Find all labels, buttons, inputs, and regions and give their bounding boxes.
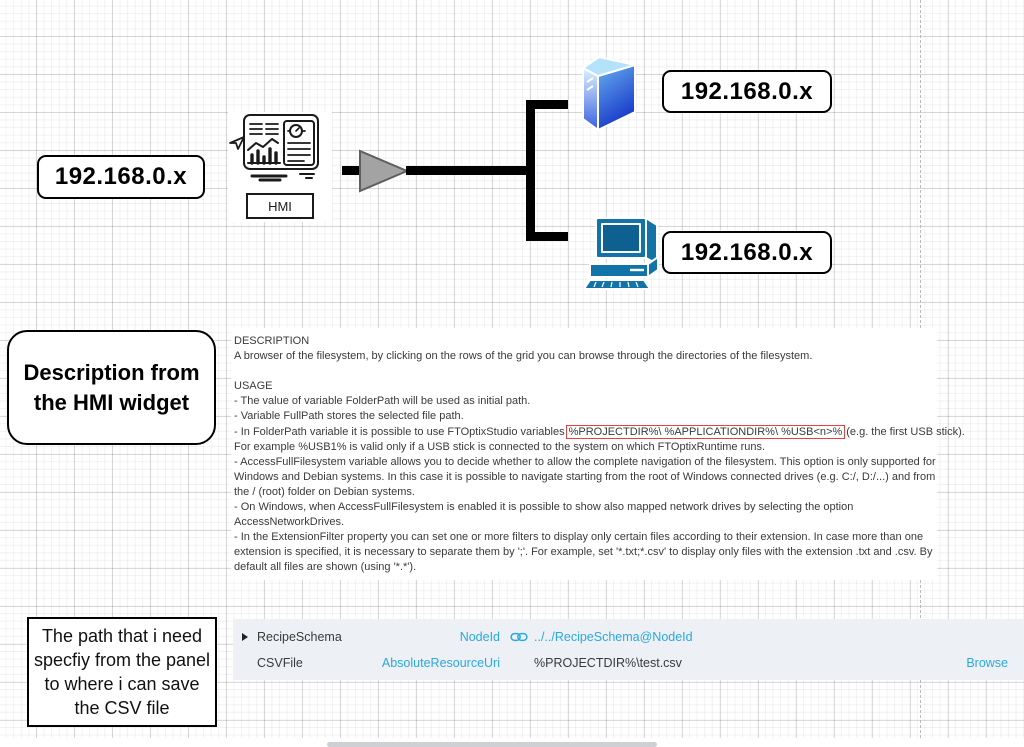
- usage-line: default all files are shown (using '*.*').: [234, 561, 417, 574]
- property-row-recipeschema[interactable]: [233, 624, 1024, 650]
- property-type: NodeId: [459, 630, 500, 644]
- ip-label-hmi: [37, 155, 205, 199]
- usage-line: AccessNetworkDrives.: [234, 516, 345, 529]
- ethernet-branch-bottom: [526, 232, 568, 241]
- property-name: RecipeSchema: [257, 630, 342, 644]
- ethernet-branch-top: [526, 100, 568, 109]
- annotation-line: the HMI widget: [33, 389, 190, 415]
- usage-line: extension is specified, it is necessary to separate them by ';'. For example, set '*.txt;*.csv' to display only files with the extension .txt and .csv. By: [234, 546, 933, 559]
- property-row-csvfile[interactable]: [233, 650, 1024, 676]
- hmi-label-box: [246, 193, 314, 219]
- ethernet-trunk-line: [526, 100, 535, 241]
- property-value[interactable]: [534, 656, 682, 670]
- browse-button[interactable]: Browse: [966, 656, 1008, 670]
- usage-heading: USAGE: [234, 380, 273, 393]
- ip-label-client: [662, 231, 832, 274]
- flow-arrow-icon: [357, 148, 411, 194]
- ip-label-client-text: 192.168.0.x: [680, 238, 814, 266]
- hmi-dashboard-icon: [228, 112, 332, 190]
- property-type: AbsoluteResourceUri: [381, 656, 500, 670]
- server-icon: [578, 48, 640, 132]
- annotation-line: to where i can save: [44, 674, 200, 694]
- folderpath-post: (e.g. the first USB stick).: [846, 425, 965, 438]
- usage-line: - In the ExtensionFilter property you can set one or more filters to display only certain files according to their extension. In case more than one: [234, 531, 924, 544]
- hmi-node: [228, 112, 332, 222]
- ip-label-server: [662, 70, 832, 113]
- widget-description-panel: [231, 328, 965, 580]
- property-value-text: %PROJECTDIR%\test.csv: [534, 656, 682, 670]
- hmi-label-text: HMI: [268, 198, 292, 214]
- annotation-line: specfiy from the panel: [33, 650, 211, 670]
- usage-line: - AccessFullFilesystem variable allows you to decide whether to allow the complete navigation of the filesystem. This option is only supported for: [234, 455, 936, 468]
- annotation-line: Description from: [23, 359, 200, 385]
- horizontal-scrollbar-thumb[interactable]: [327, 742, 657, 747]
- description-heading: DESCRIPTION: [234, 335, 310, 347]
- usage-line: - On Windows, when AccessFullFilesystem is enabled it is possible to show also mapped network drives by selecting the option: [234, 501, 854, 514]
- usage-line-folderpath: [234, 425, 965, 440]
- usage-line: - Variable FullPath stores the selected file path.: [234, 410, 464, 423]
- property-name: CSVFile: [257, 656, 303, 670]
- ip-label-hmi-text: 192.168.0.x: [54, 163, 188, 190]
- blank-line: [234, 364, 937, 379]
- usage-line: For example %USB1% is valid only if a USB stick is connected to the system on which FTOptixRuntime runs.: [234, 440, 766, 453]
- folderpath-variables-highlight: %PROJECTDIR%\ %APPLICATIONDIR%\ %USB<n>%: [566, 425, 846, 439]
- folderpath-pre: - In FolderPath variable it is possible to use FTOptixStudio variables: [234, 425, 565, 438]
- expander-slot: [242, 633, 257, 641]
- property-value: [510, 630, 693, 644]
- ip-label-server-text: 192.168.0.x: [680, 77, 814, 105]
- ethernet-main-line: [406, 166, 535, 175]
- expand-arrow-icon[interactable]: [242, 633, 248, 641]
- usage-line: the / (root) folder on Debian systems.: [234, 485, 415, 498]
- usage-line: - The value of variable FolderPath will be used as initial path.: [234, 395, 531, 408]
- usage-line: Windows and Debian systems. In this case it is possible to navigate starting from the root of Windows connected drives (e.g. C:/, D:/...) and from: [234, 470, 936, 483]
- property-value-text: ../../RecipeSchema@NodeId: [534, 630, 693, 644]
- annotation-line: The path that i need: [41, 626, 203, 646]
- computer-icon: [584, 214, 663, 291]
- annotation-csv-path: [27, 617, 217, 727]
- properties-panel: [233, 619, 1024, 680]
- link-icon: [510, 631, 528, 643]
- description-intro: A browser of the filesystem, by clicking on the rows of the grid you can browse through the directories of the filesystem.: [234, 350, 813, 363]
- annotation-line: the CSV file: [74, 698, 170, 718]
- annotation-description-widget: [7, 330, 216, 445]
